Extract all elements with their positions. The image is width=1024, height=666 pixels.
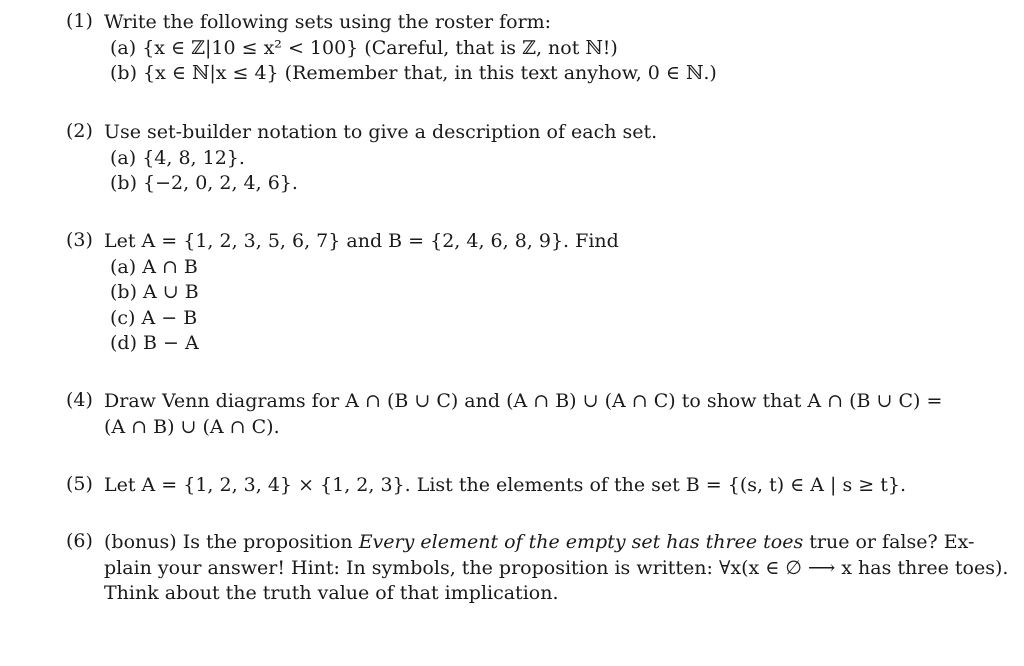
problem-number: (4) [66,389,93,411]
problem-line-1 [104,530,996,556]
problem-line-3: Think about the truth value of that implication. [104,582,559,604]
part-a: (a) {x ∈ ℤ|10 ≤ x² < 100} (Careful, that is ℤ, not ℕ!) [110,36,618,59]
problem-line-1: Draw Venn diagrams for A ∩ (B ∪ C) and (A ∩ B) ∪ (A ∩ C) to show that A ∩ (B ∪ C) = [104,390,943,412]
problem-5 [66,473,996,499]
problem-number: (6) [66,530,93,552]
problem-number: (5) [66,473,93,495]
problem-number: (1) [66,10,93,32]
part-a: (a) {4, 8, 12}. [110,146,245,169]
part-d: (d) B − A [110,332,199,354]
problem-line-2: plain your answer! Hint: In symbols, the proposition is written: ∀x(x ∈ ∅ ⟶ x has three toes). [104,556,1009,579]
problem-4 [66,389,996,440]
part-b: (b) A ∪ B [110,281,199,303]
line-1-suffix: true or false? Ex- [803,531,975,553]
line-1-prefix: (bonus) Is the proposition [104,531,359,553]
problem-stem: Write the following sets using the roster form: [104,11,552,33]
problem-line-1: Let A = {1, 2, 3, 4} × {1, 2, 3}. List the elements of the set B = {(s, t) ∈ A | s ≥ t}. [104,474,906,496]
problem-number: (3) [66,229,93,251]
problem-line-2: (A ∩ B) ∪ (A ∩ C). [104,415,280,438]
problem-stem: Use set-builder notation to give a description of each set. [104,121,658,143]
part-a: (a) A ∩ B [110,255,198,278]
problem-6 [66,530,1009,607]
part-c: (c) A − B [110,306,198,329]
problem-1 [66,10,996,87]
problem-2 [66,120,996,197]
problem-stem: Let A = {1, 2, 3, 5, 6, 7} and B = {2, 4, 6, 8, 9}. Find [104,230,619,252]
problem-3 [66,229,996,357]
part-b: (b) {−2, 0, 2, 4, 6}. [110,172,298,194]
part-b: (b) {x ∈ ℕ|x ≤ 4} (Remember that, in this text anyhow, 0 ∈ ℕ.) [110,62,717,84]
problem-number: (2) [66,120,93,142]
proposition-text: Every element of the empty set has three toes [358,531,804,553]
